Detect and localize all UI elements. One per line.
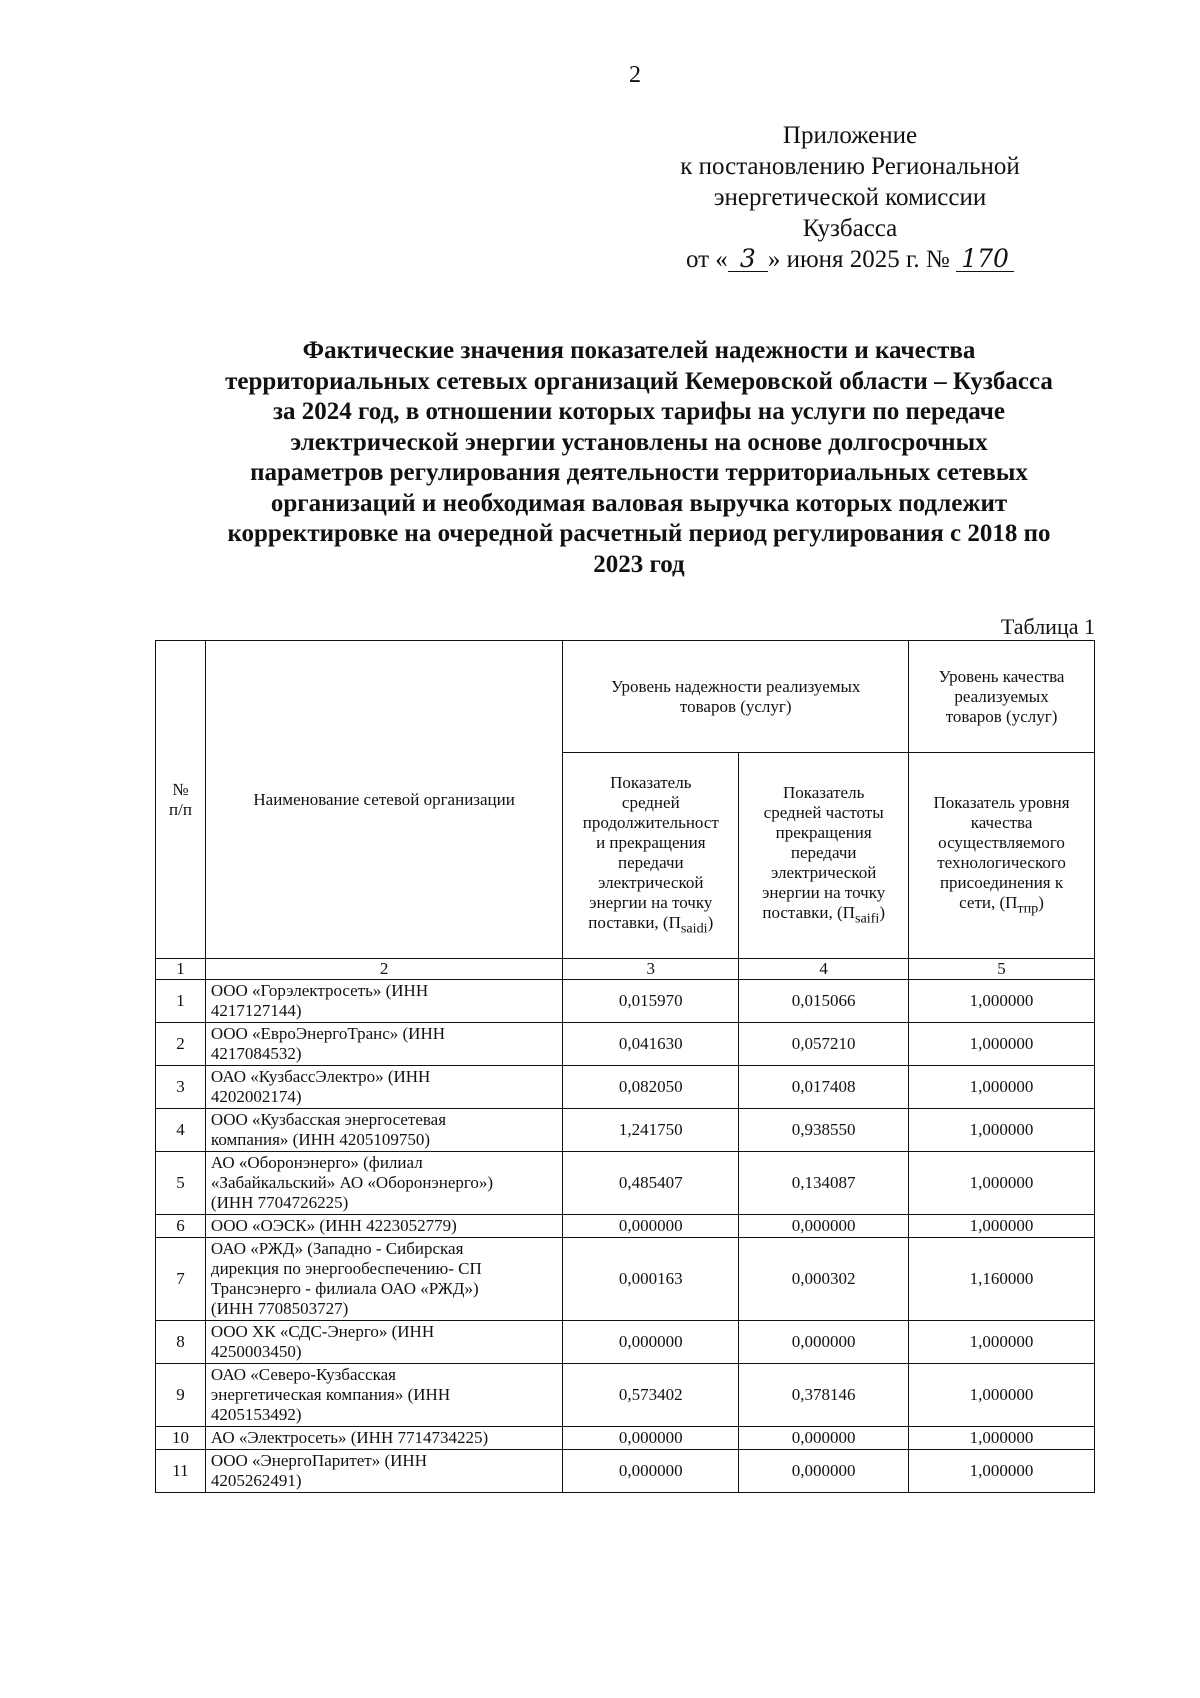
saifi-value: 0,017408 [739, 1066, 909, 1109]
appendix-line: Кузбасса [802, 215, 898, 242]
saidi-value: 0,000000 [563, 1215, 739, 1238]
row-number: 3 [156, 1066, 206, 1109]
org-name [205, 1152, 562, 1215]
org-name-line: ООО «Горэлектросеть» (ИНН [210, 981, 429, 1000]
handwritten-day: 3 [728, 247, 768, 272]
saidi-value: 0,015970 [563, 980, 739, 1023]
table-label: Таблица 1 [1000, 614, 1095, 639]
org-name-line: АО «Оборонэнерго» (филиал [210, 1153, 423, 1172]
org-name [205, 1066, 562, 1109]
saifi-value: 0,378146 [739, 1364, 909, 1427]
date-middle: » июня 2025 г. № [767, 246, 950, 273]
appendix-header [600, 120, 1100, 275]
saidi-value: 0,000000 [563, 1427, 739, 1450]
saifi-value: 0,000302 [739, 1238, 909, 1321]
table-row [156, 1066, 1095, 1109]
table-row [156, 1152, 1095, 1215]
row-number: 6 [156, 1215, 206, 1238]
appendix-line: энергетической комиссии [713, 184, 987, 211]
header-saifi: Показатель средней частоты прекращения передачи электрической энергии на точку поставки, $(П_{saifi})$ [739, 753, 909, 959]
row-number: 4 [156, 1109, 206, 1152]
row-number: 5 [156, 1152, 206, 1215]
title-line: за 2024 год, в отношении которых тарифы на услуги по передаче [273, 398, 1005, 425]
org-name-line: ООО «Кузбасская энергосетевая [210, 1110, 447, 1129]
column-number: 3 [563, 959, 739, 980]
saidi-value: 0,573402 [563, 1364, 739, 1427]
org-name [205, 1321, 562, 1364]
row-number: 10 [156, 1427, 206, 1450]
org-name-line: (ИНН 7708503727) [210, 1299, 349, 1318]
org-name [205, 1023, 562, 1066]
org-name-line: дирекция по энергообеспечению- СП [210, 1259, 482, 1278]
org-name [205, 1109, 562, 1152]
handwritten-doc-number: 170 [956, 247, 1014, 272]
tpr-value: 1,000000 [909, 1023, 1095, 1066]
table-row [156, 1023, 1095, 1066]
row-number: 2 [156, 1023, 206, 1066]
org-name-line: «Забайкальский» АО «Оборонэнерго») [210, 1173, 494, 1192]
header-reliability-group: Уровень надежности реализуемых товаров (услуг) [563, 641, 909, 753]
org-name-line: ОАО «КузбассЭлектро» (ИНН [210, 1067, 431, 1086]
org-name-line: 4250003450) [210, 1342, 302, 1361]
org-name [205, 1427, 562, 1450]
date-prefix: от « [685, 246, 728, 273]
tpr-value: 1,000000 [909, 980, 1095, 1023]
org-name [205, 1215, 562, 1238]
tpr-value: 1,000000 [909, 1066, 1095, 1109]
tpr-value: 1,000000 [909, 1364, 1095, 1427]
title-line: организаций и необходимая валовая выручка которых подлежит [270, 489, 1008, 517]
header-tpr: Показатель уровня качества осуществляемого технологического присоединения к сети, $(П_{тпр})$ [909, 753, 1095, 959]
saifi-value: 0,134087 [739, 1152, 909, 1215]
title-line: корректировке на очередной расчетный период регулирования с 2018 по [227, 520, 1051, 547]
org-name [205, 1450, 562, 1493]
column-number: 5 [909, 959, 1095, 980]
tpr-value: 1,000000 [909, 1215, 1095, 1238]
table-row [156, 1364, 1095, 1427]
org-name-line: ОАО «РЖД» (Западно - Сибирская [210, 1239, 464, 1258]
saifi-value: 0,000000 [739, 1215, 909, 1238]
column-number: 2 [205, 959, 562, 980]
saidi-value: 0,000000 [563, 1450, 739, 1493]
indicators-table [155, 640, 1095, 1493]
saifi-value: 0,000000 [739, 1321, 909, 1364]
saifi-value: 0,000000 [739, 1450, 909, 1493]
tpr-value: 1,000000 [909, 1152, 1095, 1215]
tpr-value: 1,000000 [909, 1109, 1095, 1152]
org-name-line: энергетическая компания» (ИНН [210, 1385, 451, 1404]
row-number: 9 [156, 1364, 206, 1427]
org-name-line: ООО «ОЭСК» (ИНН 4223052779) [210, 1216, 457, 1235]
column-numbers-row [156, 959, 1095, 980]
title-line: параметров регулирования деятельности территориальных сетевых [250, 459, 1028, 486]
header-num: № п/п [156, 641, 206, 959]
row-number: 7 [156, 1238, 206, 1321]
org-name-line: АО «Электросеть» (ИНН 7714734225) [210, 1428, 489, 1447]
document-title [150, 336, 1128, 580]
appendix-line: Приложение [782, 122, 918, 149]
title-line: 2023 год [593, 550, 685, 578]
tpr-value: 1,000000 [909, 1321, 1095, 1364]
org-name-line: 4217084532) [210, 1044, 302, 1063]
table-row [156, 1215, 1095, 1238]
table-row [156, 1427, 1095, 1450]
org-name-line: 4217127144) [210, 1001, 302, 1020]
org-name [205, 1364, 562, 1427]
saifi-value: 0,000000 [739, 1427, 909, 1450]
saidi-value: 0,082050 [563, 1066, 739, 1109]
tpr-value: 1,160000 [909, 1238, 1095, 1321]
table-row [156, 1450, 1095, 1493]
title-line: Фактические значения показателей надежности и качества [302, 337, 976, 364]
column-number: 1 [156, 959, 206, 980]
tpr-value: 1,000000 [909, 1427, 1095, 1450]
table-row [156, 1109, 1095, 1152]
org-name-line: компания» (ИНН 4205109750) [210, 1130, 431, 1149]
table-row [156, 980, 1095, 1023]
appendix-line: к постановлению Региональной [680, 153, 1020, 180]
org-name-line: (ИНН 7704726225) [210, 1193, 349, 1212]
row-number: 11 [156, 1450, 206, 1493]
org-name-line: Трансэнерго - филиала ОАО «РЖД») [210, 1279, 479, 1298]
header-saidi: Показатель средней продолжительност и прекращения передачи электрической энергии на точку поставки, $(П_{saidi})$ [563, 753, 739, 959]
org-name-line: 4202002174) [210, 1087, 302, 1106]
column-number: 4 [739, 959, 909, 980]
table-body [156, 980, 1095, 1493]
org-name-line: 4205153492) [210, 1405, 302, 1424]
table-row [156, 1321, 1095, 1364]
org-name-line: ООО «ЭнергоПаритет» (ИНН [210, 1451, 427, 1470]
org-name [205, 980, 562, 1023]
header-name: Наименование сетевой организации [205, 641, 562, 959]
header-quality-group: Уровень качества реализуемых товаров (услуг) [909, 641, 1095, 753]
saifi-value: 0,057210 [739, 1023, 909, 1066]
title-line: территориальных сетевых организаций Кемеровской области – Кузбасса [225, 367, 1053, 395]
saidi-value: 1,241750 [563, 1109, 739, 1152]
row-number: 8 [156, 1321, 206, 1364]
page-number: 2 [629, 62, 641, 88]
appendix-date-line [600, 244, 1100, 275]
row-number: 1 [156, 980, 206, 1023]
org-name-line: ООО «ЕвроЭнергоТранс» (ИНН [210, 1024, 445, 1043]
org-name-line: ООО ХК «СДС-Энерго» (ИНН [210, 1322, 435, 1341]
saifi-value: 0,938550 [739, 1109, 909, 1152]
saidi-value: 0,041630 [563, 1023, 739, 1066]
tpr-value: 1,000000 [909, 1450, 1095, 1493]
header-row-1 [156, 641, 1095, 753]
org-name-line: 4205262491) [210, 1471, 302, 1490]
org-name [205, 1238, 562, 1321]
saidi-value: 0,000000 [563, 1321, 739, 1364]
table-row [156, 1238, 1095, 1321]
title-line: электрической энергии установлены на основе долгосрочных [290, 428, 988, 456]
saifi-value: 0,015066 [739, 980, 909, 1023]
saidi-value: 0,000163 [563, 1238, 739, 1321]
org-name-line: ОАО «Северо-Кузбасская [210, 1365, 396, 1384]
saidi-value: 0,485407 [563, 1152, 739, 1215]
